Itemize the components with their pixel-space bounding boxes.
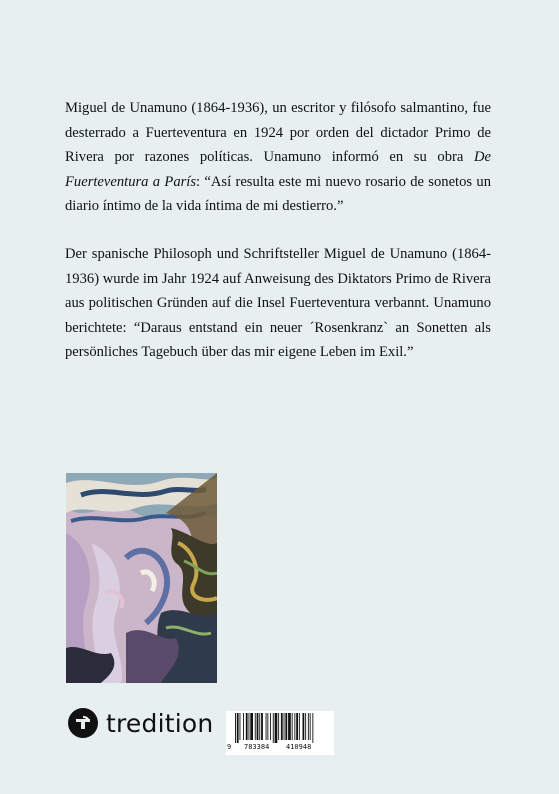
barcode-bar	[243, 713, 244, 740]
barcode-bar	[237, 713, 239, 743]
cover-artwork	[66, 473, 217, 683]
barcode-bar	[310, 713, 311, 740]
spanish-quote: : “Así resulta este mi nuevo rosario de sonetos un diario íntimo de la vida íntima de mi destierro.”	[65, 173, 491, 215]
logo-glyph	[74, 714, 92, 732]
barcode-bar	[308, 713, 309, 740]
barcode-bar	[294, 713, 295, 740]
barcode-bar	[249, 713, 250, 740]
tredition-logo-icon	[68, 708, 98, 738]
abstract-painting	[66, 473, 217, 683]
spanish-description	[65, 96, 491, 219]
barcode-bar	[296, 713, 298, 740]
barcode-bar	[246, 713, 248, 740]
barcode-bar	[292, 713, 293, 740]
publisher-logo	[68, 706, 213, 740]
barcode-bar	[285, 713, 287, 740]
barcode-bar	[259, 713, 260, 740]
book-title: De Fuerteventura a París	[65, 149, 491, 190]
barcode-bar	[312, 713, 313, 743]
barcode-bar	[305, 713, 306, 740]
barcode-left-digits: 783384	[244, 743, 270, 751]
barcode-right-digits: 410948	[286, 743, 312, 751]
barcode-bar	[255, 713, 256, 740]
publisher-name: tredition	[106, 708, 214, 738]
spanish-intro: Miguel de Unamuno (1864-1936), un escritor y filósofo salmantino, fue desterrado a Fuerteventura en 1924 por orden del dictador Primo de Rivera por razones políticas. Unamuno informó en su obra	[65, 100, 491, 166]
barcode-bar	[266, 713, 267, 740]
barcode-bar	[278, 713, 279, 740]
barcode-bar	[270, 713, 271, 740]
barcode-bar	[250, 713, 253, 740]
barcode-bar	[273, 713, 274, 743]
barcode-bar	[261, 713, 263, 740]
barcode-bar	[267, 713, 268, 740]
barcode-bar	[284, 713, 285, 740]
barcode-bars	[226, 711, 334, 743]
barcode-bar	[288, 713, 291, 740]
isbn-barcode	[226, 711, 334, 755]
barcode-lead-digit: 9	[227, 743, 232, 751]
barcode-bar	[281, 713, 283, 740]
barcode-bar	[240, 713, 241, 740]
barcode-bar	[303, 713, 305, 740]
barcode-bar	[299, 713, 300, 740]
barcode-bar	[275, 713, 278, 743]
german-description: Der spanische Philosoph und Schriftsteller Miguel de Unamuno (1864-1936) wurde im Jahr 1924 auf Anweisung des Diktators Primo de Rivera aus politischen Gründen auf die Insel Fuerteventura verbannt. Unamuno berichtete: “Daraus entstand ein neuer ´Rosenkranz` an Sonetten als persönliches Tagebuch über das mir eigene Leben im Exil.”	[65, 246, 491, 361]
barcode-bar	[257, 713, 259, 740]
barcode-bar	[235, 713, 236, 743]
